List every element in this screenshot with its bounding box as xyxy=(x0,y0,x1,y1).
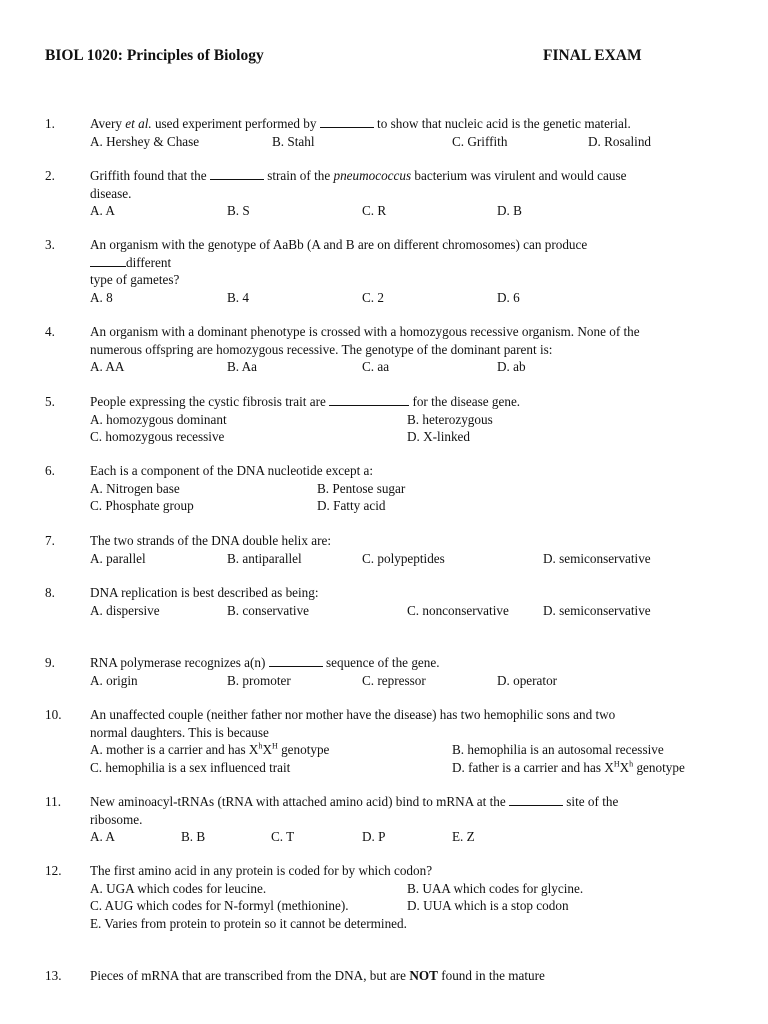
option-b: B. heterozygous xyxy=(407,411,493,427)
exam-title: FINAL EXAM xyxy=(543,47,642,64)
option-d: D. X-linked xyxy=(407,429,470,444)
option-b: B. 4 xyxy=(227,289,249,305)
question-number: 3. xyxy=(45,237,55,252)
option-c: C. AUG which codes for N-formyl (methionine). xyxy=(90,898,349,913)
question-number: 7. xyxy=(45,533,55,548)
option-c: C. 2 xyxy=(362,289,384,305)
option-a: A. UGA which codes for leucine. xyxy=(90,880,267,896)
option-a: A. Nitrogen base xyxy=(90,480,180,496)
question-stem-cont: normal daughters. This is because xyxy=(90,724,269,740)
option-e: E. Z xyxy=(452,829,475,844)
option-d: D. semiconservative xyxy=(543,550,651,566)
question-stem: Griffith found that the strain of the pneumococcus bacterium was virulent and would cause xyxy=(90,168,627,183)
option-b: B. antiparallel xyxy=(227,550,302,566)
question-stem-cont: different xyxy=(90,254,725,272)
question-stem: New aminoacyl-tRNAs (tRNA with attached amino acid) bind to mRNA at the site of the xyxy=(90,794,619,809)
option-c: C. homozygous recessive xyxy=(90,429,225,444)
option-a: A. 8 xyxy=(90,289,113,305)
question-number: 11. xyxy=(45,794,61,809)
option-a: A. A xyxy=(90,829,115,844)
option-c: C. Griffith xyxy=(452,133,508,149)
option-d: D. semiconservative xyxy=(543,602,651,618)
question-stem-cont: ribosome. xyxy=(90,811,143,827)
option-d: D. B xyxy=(497,203,522,218)
question-stem: Each is a component of the DNA nucleotide except a: xyxy=(90,463,374,478)
option-b: B. S xyxy=(227,203,250,218)
option-d: D. UUA which is a stop codon xyxy=(407,898,569,913)
question-stem-cont: disease. xyxy=(90,185,132,201)
question-stem: RNA polymerase recognizes a(n) sequence of the gene. xyxy=(90,655,440,670)
option-d: D. operator xyxy=(497,672,558,688)
question-stem: DNA replication is best described as being: xyxy=(90,585,319,600)
answer-blank xyxy=(509,793,563,806)
question-number: 2. xyxy=(45,168,55,183)
option-d: D. Rosalind xyxy=(588,133,652,149)
question-number: 4. xyxy=(45,324,55,339)
answer-blank xyxy=(210,167,264,180)
question-number: 5. xyxy=(45,394,55,409)
question-number: 8. xyxy=(45,585,55,600)
option-d: D. father is a carrier and has $X^HX^h$ genotype xyxy=(452,759,685,775)
option-b: B. hemophilia is an autosomal recessive xyxy=(452,742,664,757)
option-a: A. origin xyxy=(90,672,138,688)
option-b: B. Stahl xyxy=(272,133,315,149)
option-b: B. promoter xyxy=(227,672,291,688)
option-d: D. ab xyxy=(497,359,526,374)
answer-blank xyxy=(269,654,323,667)
question-number: 13. xyxy=(45,968,62,983)
option-c: C. Phosphate group xyxy=(90,498,194,513)
question-stem-cont: numerous offspring are homozygous recessive. The genotype of the dominant parent is: xyxy=(90,341,553,357)
question-stem-cont: type of gametes? xyxy=(90,272,180,287)
question-number: 1. xyxy=(45,116,55,131)
question-stem: An organism with the genotype of AaBb (A and B are on different chromosomes) can produce xyxy=(90,237,588,252)
option-a: A. Hershey & Chase xyxy=(90,133,200,149)
question-number: 10. xyxy=(45,707,62,722)
option-c: C. polypeptides xyxy=(362,550,445,566)
question-stem: The first amino acid in any protein is coded for by which codon? xyxy=(90,863,433,878)
option-a: A. homozygous dominant xyxy=(90,411,227,427)
answer-blank xyxy=(320,115,374,128)
question-number: 9. xyxy=(45,655,55,670)
question-stem: The two strands of the DNA double helix are: xyxy=(90,533,331,548)
option-a: A. AA xyxy=(90,359,125,374)
option-b: B. Aa xyxy=(227,359,258,374)
question-stem: People expressing the cystic fibrosis trait are for the disease gene. xyxy=(90,394,521,409)
option-a: A. mother is a carrier and has $X^hX^H$ genotype xyxy=(90,741,330,757)
question-stem: Avery et al. used experiment performed by to show that nucleic acid is the genetic material. xyxy=(90,116,631,131)
option-b: B. Pentose sugar xyxy=(317,480,406,496)
option-e: E. Varies from protein to protein so it cannot be determined. xyxy=(90,915,407,931)
option-c: C. hemophilia is a sex influenced trait xyxy=(90,759,291,775)
option-c: C. nonconservative xyxy=(407,602,509,618)
option-c: C. repressor xyxy=(362,672,426,688)
question-stem: Pieces of mRNA that are transcribed from the DNA, but are NOT found in the mature xyxy=(90,968,545,983)
answer-blank xyxy=(90,254,126,267)
answer-blank xyxy=(329,393,409,406)
option-d: D. 6 xyxy=(497,289,520,305)
option-d: D. P xyxy=(362,829,386,844)
option-b: B. B xyxy=(181,829,206,844)
option-a: A. parallel xyxy=(90,550,146,566)
option-a: A. A xyxy=(90,203,115,218)
course-title: BIOL 1020: Principles of Biology xyxy=(45,47,264,64)
option-a: A. dispersive xyxy=(90,602,160,618)
question-stem: An organism with a dominant phenotype is crossed with a homozygous recessive organism. None of the xyxy=(90,324,640,339)
option-c: C. R xyxy=(362,203,387,218)
option-d: D. Fatty acid xyxy=(317,498,386,513)
option-c: C. T xyxy=(271,829,295,844)
option-b: B. UAA which codes for glycine. xyxy=(407,880,584,896)
option-c: C. aa xyxy=(362,359,390,374)
question-number: 12. xyxy=(45,863,62,878)
question-stem: An unaffected couple (neither father nor mother have the disease) has two hemophilic sons and two xyxy=(90,707,616,722)
option-b: B. conservative xyxy=(227,602,310,618)
question-number: 6. xyxy=(45,463,55,478)
